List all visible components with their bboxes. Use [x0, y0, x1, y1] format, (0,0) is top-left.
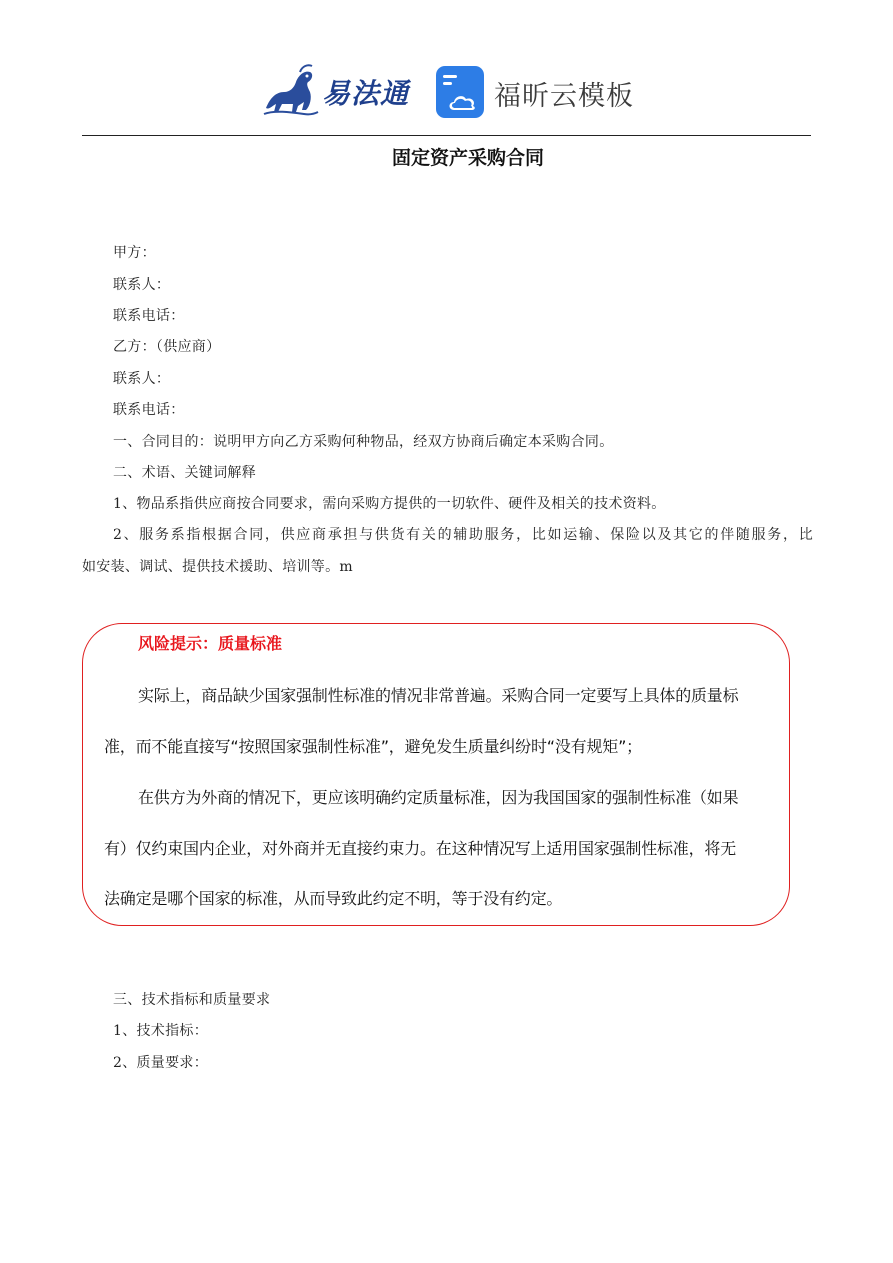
risk-notice-box — [82, 623, 790, 926]
risk-notice-text: 准，而不能直接写“按照国家强制性标准”，避免发生质量纠纷时“没有规矩”； — [104, 737, 642, 756]
party-b-phone-line: 联系电话： — [113, 402, 185, 418]
quality-req-line: 2、质量要求： — [113, 1055, 209, 1071]
brand-logo-text: 易法通 — [322, 77, 410, 110]
service-definition-line-2: 如安装、调试、提供技术援助、培训等。m — [82, 559, 353, 575]
goods-definition-line: 1、物品系指供应商按合同要求，需向采购方提供的一切软件、硬件及相关的技术资料。 — [113, 496, 666, 512]
cloud-template-icon — [436, 66, 484, 118]
risk-notice-text: 在供方为外商的情况下，更应该明确约定质量标准，因为我国国家的强制性标准（如果 — [138, 788, 739, 807]
terms-heading: 二、术语、关键词解释 — [113, 465, 256, 481]
section-3-heading: 三、技术指标和质量要求 — [113, 992, 271, 1008]
party-a-contact-line: 联系人： — [113, 277, 171, 293]
qilin-logo-icon — [260, 62, 320, 118]
contract-purpose-line: 一、合同目的：说明甲方向乙方采购何种物品，经双方协商后确定本采购合同。 — [113, 434, 614, 450]
template-brand-text: 福昕云模板 — [494, 81, 634, 112]
risk-notice-text: 法确定是哪个国家的标准，从而导致此约定不明，等于没有约定。 — [104, 889, 563, 908]
party-a-phone-line: 联系电话： — [113, 308, 185, 324]
tech-spec-line: 1、技术指标： — [113, 1023, 209, 1039]
risk-notice-title: 风险提示：质量标准 — [138, 634, 283, 653]
service-definition-line-1: 2、服务系指根据合同，供应商承担与供货有关的辅助服务，比如运输、保险以及其它的伴随服务，比 — [113, 527, 813, 543]
header-divider — [82, 135, 811, 136]
header — [0, 58, 893, 124]
risk-notice-text: 实际上，商品缺少国家强制性标准的情况非常普遍。采购合同一定要写上具体的质量标 — [138, 686, 739, 705]
party-b-line: 乙方：（供应商） — [113, 339, 221, 355]
risk-notice-text: 有）仅约束国内企业，对外商并无直接约束力。在这种情况写上适用国家强制性标准，将无 — [104, 839, 737, 858]
party-a-line: 甲方： — [113, 245, 156, 261]
party-b-contact-line: 联系人： — [113, 371, 171, 387]
document-title: 固定资产采购合同 — [391, 147, 544, 169]
